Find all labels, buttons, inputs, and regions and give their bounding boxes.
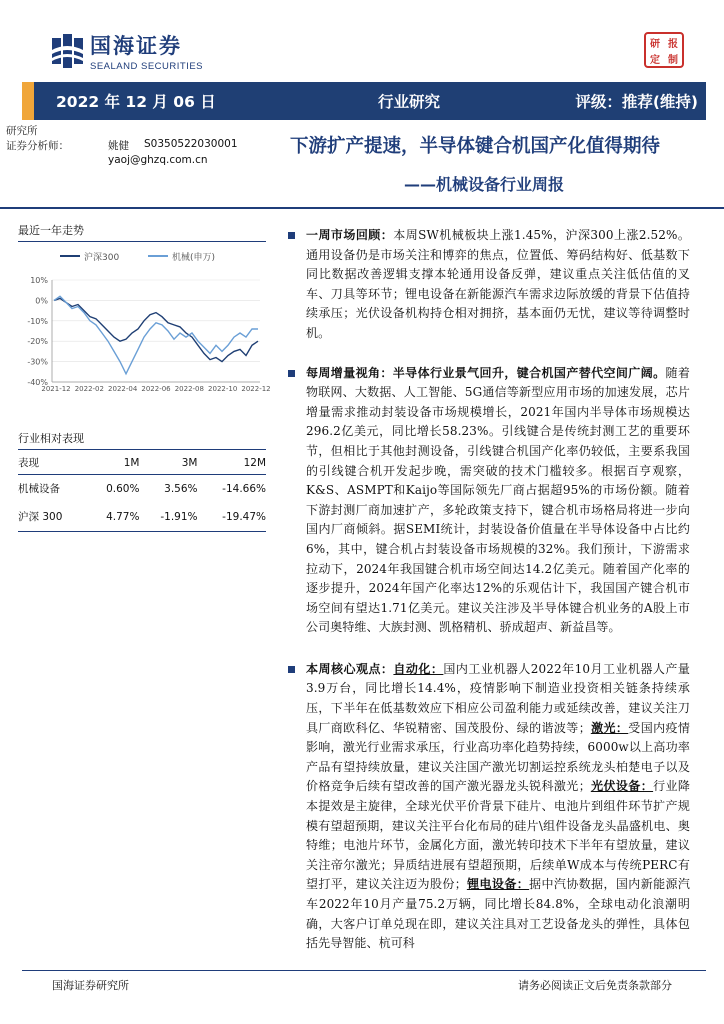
trend-chart-svg xyxy=(18,246,271,396)
series-line xyxy=(54,298,258,361)
analyst-cert-id: S0350522030001 xyxy=(144,138,238,150)
paragraph-text: 据中汽协数据，国内新能源汽车2022年10月产量75.2万辆，同比增长84.8%，全球电动化浪潮明确，大客户订单兑现在即，建议关注具对工艺设备龙头的弹性，具体包括先导智能、杭可科 xyxy=(306,877,690,951)
table-header: 3M xyxy=(139,450,197,475)
seal-char: 制 xyxy=(668,54,678,66)
paragraph-text: 国内工业机器人2022年10月工业机器人产量3.9万台，同比增长14.4%，疫情影响下制造业投资相关链条持续承压，下半年在低基数效应下相应公司盈利能力或延续改善，建议关注刀具厂商欧科亿、华锐精密、国茂股份、绿的谐波等； xyxy=(306,661,691,735)
paragraph-text: 本周SW机械板块上涨1.45%，沪深300上涨2.52%。通用设备仍是市场关注和博弈的焦点，位置低、筹码结构好、低基数下同比数据改善逻辑支撑本轮通用设备反弹，建议重点关注低估值的叉车、刀具等环节；锂电设备在新能源汽车需求边际放缓的背景下估值持续承压；光伏设备机构持仓相对拥挤，基本面仍无忧，建议等待调整时机。 xyxy=(306,228,690,340)
brand-name-cn: 国海证券 xyxy=(90,34,182,58)
report-info-bar xyxy=(22,82,706,120)
table-cell: -14.66% xyxy=(222,482,266,495)
sidebar xyxy=(18,222,271,532)
seal-char: 研 xyxy=(650,38,660,50)
keyword-automation: 自动化： xyxy=(393,661,444,676)
report-rating: 评级：推荐(维持) xyxy=(575,93,698,111)
chart-section-title: 最近一年走势 xyxy=(18,222,266,242)
legend-label: 机械(申万) xyxy=(172,253,216,263)
table-header-row xyxy=(18,450,266,475)
table-header: 1M xyxy=(87,450,139,475)
table-header: 表现 xyxy=(18,450,87,475)
sealand-logo-icon xyxy=(50,32,84,70)
seal-char: 报 xyxy=(668,38,678,50)
brand-logo xyxy=(50,30,203,72)
y-tick-label: 10% xyxy=(30,276,48,285)
bullet-icon xyxy=(288,370,295,377)
y-tick-label: -30% xyxy=(27,357,48,367)
report-title: 下游扩产提速，半导体键合机国产化值得期待 xyxy=(290,136,661,157)
y-tick-label: -10% xyxy=(27,316,48,326)
analyst-role: 证券分析师： xyxy=(6,140,69,152)
bullet-icon xyxy=(288,232,295,239)
x-tick-label: 2022-10 xyxy=(208,385,238,393)
table-cell: 3.56% xyxy=(164,482,198,495)
report-date: 2022 年 12 月 06 日 xyxy=(56,93,216,111)
table-row xyxy=(18,503,266,532)
x-tick-label: 2022-04 xyxy=(108,385,138,393)
seal-char: 定 xyxy=(650,54,660,66)
incremental-view-paragraph xyxy=(284,364,690,638)
y-tick-label: -20% xyxy=(27,337,48,347)
legend-label: 沪深300 xyxy=(84,253,120,263)
title-bar-accent xyxy=(22,82,34,120)
table-cell: -1.91% xyxy=(139,503,197,532)
report-type: 行业研究 xyxy=(378,93,441,111)
table-cell: 沪深 300 xyxy=(18,503,87,532)
table-cell: 机械设备 xyxy=(18,483,60,495)
trend-chart xyxy=(18,246,271,396)
footer-org: 国海证券研究所 xyxy=(52,979,129,992)
table-cell: 4.77% xyxy=(87,503,139,532)
brand-name-en: SEALAND SECURITIES xyxy=(90,61,203,72)
report-body xyxy=(284,226,690,954)
x-tick-label: 2021-12 xyxy=(41,385,71,393)
footer-divider xyxy=(22,970,706,971)
analyst-name: 姚健 xyxy=(108,140,129,152)
x-tick-label: 2022-02 xyxy=(74,385,104,393)
market-review-paragraph xyxy=(284,226,690,344)
paragraph-lead: 每周增量视角：半导体行业景气回升，键合机国产替代空间广阔。 xyxy=(306,365,666,380)
performance-title: 行业相对表现 xyxy=(18,430,266,450)
y-tick-label: 0% xyxy=(35,296,48,306)
header-divider xyxy=(0,207,724,209)
series-line xyxy=(54,296,258,374)
table-header: 12M xyxy=(198,450,267,475)
analyst-email[interactable]: yaoj@ghzq.com.cn xyxy=(108,154,208,166)
paragraph-lead: 一周市场回顾： xyxy=(306,228,394,242)
core-view-paragraph xyxy=(284,660,690,954)
paragraph-text: 随着物联网、大数据、人工智能、5G通信等新型应用市场的加速发展，芯片增量需求推动封装设备市场规模增长，2021年国内半导体市场规模达296.2亿美元，同比增长58.23%。引线键合是传统封测工艺的重要环节，但相比于其他封测设备，引线键合机国产化率仍较低，主要系我国的引线键合机开发起步晚，需突破的技术门槛较多。根据百亨观察，K&S、ASMPT和Kaijo等国际领先厂商占据超95%的市场份额。随着下游封测厂商加速扩产，多轮政策支持下，键合机市场格局将进一步向国内厂商倾斜。据SEMI统计，封装设备价值量在半导体设备中占比约6%，其中，键合机占封装设备市场规模的32%。我们预计，下游需求拉动下，2024年我国键合机市场空间达14.2亿美元。随着国产化率的逐步提升，2024年国产化率达12%的乐观估计下，我国国产键合机市场空间有望达1.71亿美元。建议关注涉及半导体键合机业务的A股上市公司奥特维、大族封测、凯格精机、骄成超声、新益昌等。 xyxy=(306,365,690,635)
report-subtitle: ——机械设备行业周报 xyxy=(404,175,565,194)
paragraph-lead: 本周核心观点： xyxy=(306,661,394,676)
table-cell: 0.60% xyxy=(106,482,140,495)
y-tick-label: -40% xyxy=(27,378,48,387)
keyword-laser: 激光： xyxy=(590,720,629,735)
paragraph-text: 行业降本提效是主旋律，全球光伏平价背景下硅片、电池片到组件环节扩产规模有望超预期，建议关注平台化布局的硅片\组件设备龙头晶盛机电、奥特维；电池片环节，金属化方面，激光转印技术下半年有望放量，建议关注帝尔激光；异质结进展有望超预期，后续单W成本与传统PERC有望打平，建议关注迈为股份； xyxy=(306,779,690,892)
x-tick-label: 2022-12 xyxy=(241,385,271,393)
x-tick-label: 2022-06 xyxy=(141,385,171,393)
report-seal-stamp xyxy=(644,32,684,68)
analyst-block xyxy=(6,124,69,154)
table-row xyxy=(18,475,266,504)
x-tick-label: 2022-08 xyxy=(174,385,204,393)
bullet-icon xyxy=(288,666,295,673)
footer-disclaimer: 请务必阅读正文后免责条款部分 xyxy=(518,979,672,992)
performance-table xyxy=(18,450,266,532)
keyword-pv-equipment: 光伏设备： xyxy=(590,779,654,794)
keyword-lithium-equipment: 锂电设备： xyxy=(466,877,530,892)
analyst-org: 研究所 xyxy=(6,125,38,137)
paragraph-text: 受国内疫情影响，激光行业需求承压，行业高功率化趋势持续，6000w以上高功率产品有望持续放量，建议关注国产激光切割运控系统龙头柏楚电子以及价格竞争后续有望改善的国产激光器龙头锐科激光； xyxy=(306,720,690,794)
table-cell: -19.47% xyxy=(198,503,267,532)
